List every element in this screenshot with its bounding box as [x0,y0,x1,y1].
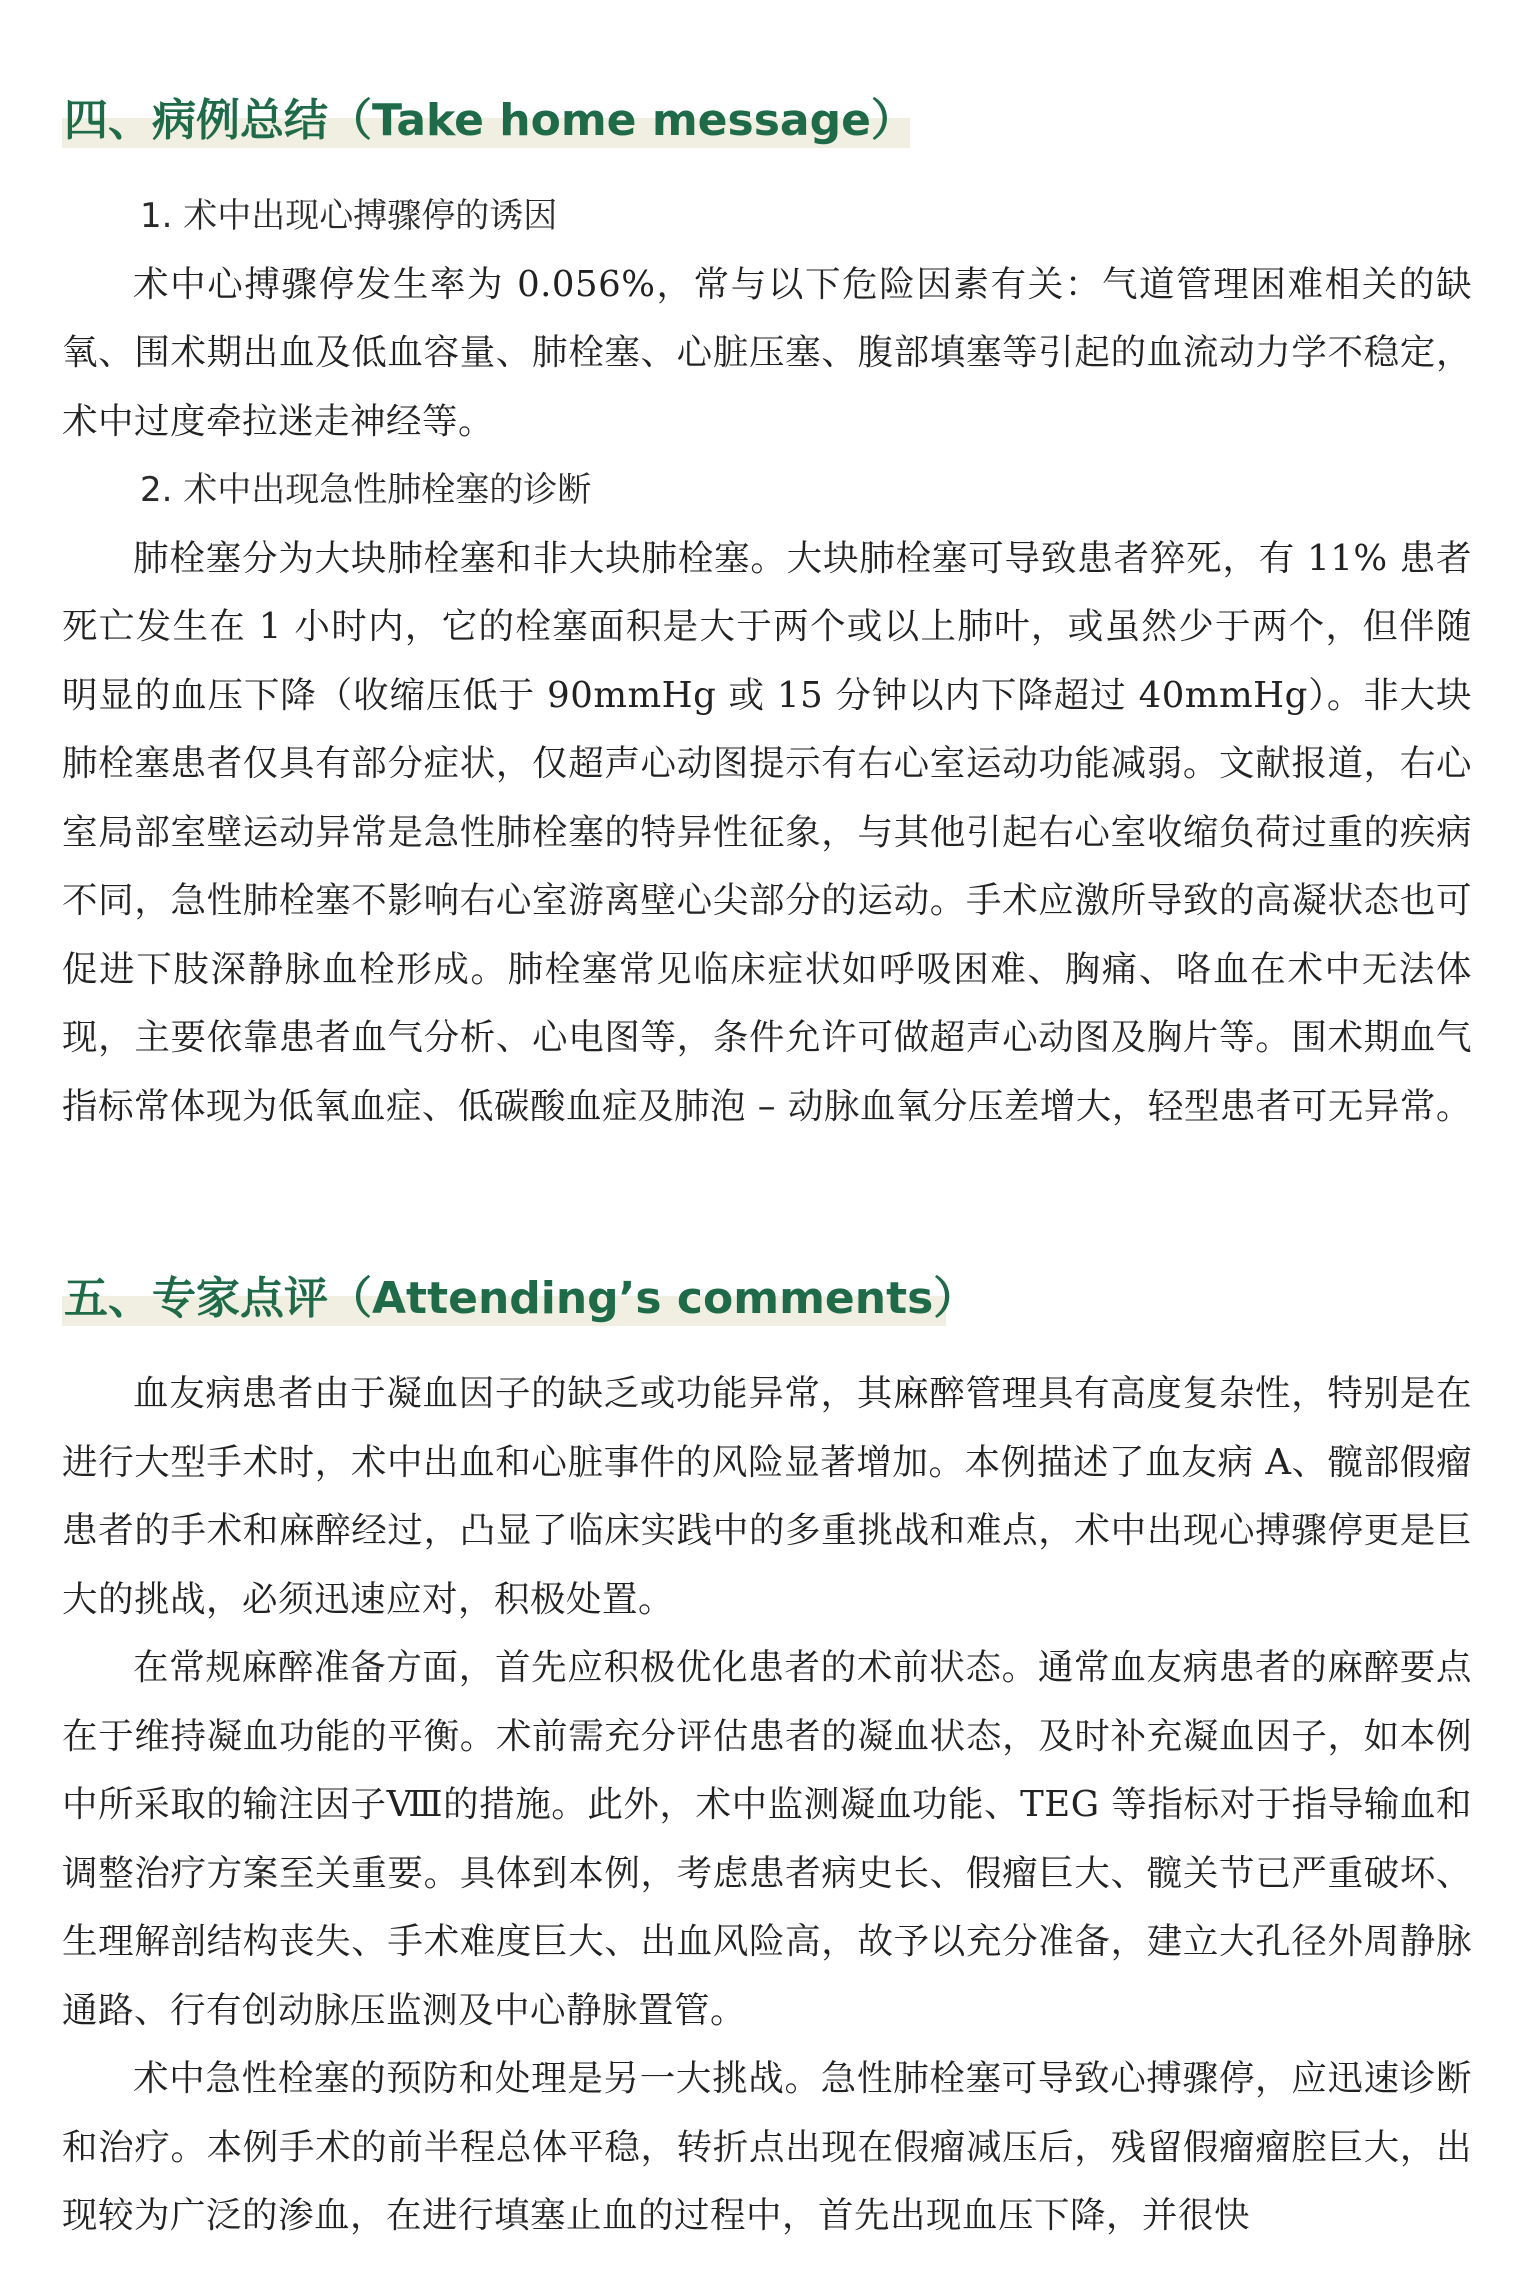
section-5-paragraph-3: 术中急性栓塞的预防和处理是另一大挑战。急性肺栓塞可导致心搏骤停，应迅速诊断和治疗。本例手术的前半程总体平稳，转折点出现在假瘤减压后，残留假瘤瘤腔巨大，出现较为广泛的渗血，在进行填塞止血的过程中，首先出现血压下降，并很快 [62,2058,1472,2236]
section-4-body [62,182,1472,1141]
section-4-heading [62,82,915,150]
item-2-paragraph: 肺栓塞分为大块肺栓塞和非大块肺栓塞。大块肺栓塞可导致患者猝死，有 11% 患者死亡发生在 1 小时内，它的栓塞面积是大于两个或以上肺叶，或虽然少于两个，但伴随明显的血压下降（收缩压低于 90mmHg 或 15 分钟以内下降超过 40mmHg）。非大块肺栓塞患者仅具有部分症状，仅超声心动图提示有右心室运动功能减弱。文献报道，右心室局部室壁运动异常是急性肺栓塞的特异性征象，与其他引起右心室收缩负荷过重的疾病不同，急性肺栓塞不影响右心室游离壁心尖部分的运动。手术应激所导致的高凝状态也可促进下肢深静脉血栓形成。肺栓塞常见临床症状如呼吸困难、胸痛、咯血在术中无法体现，主要依靠患者血气分析、心电图等，条件允许可做超声心动图及胸片等。围术期血气指标常体现为低氧血症、低碳酸血症及肺泡 – 动脉血氧分压差增大，轻型患者可无异常。 [62,537,1472,1127]
item-2-title: 2. 术中出现急性肺栓塞的诊断 [140,470,592,510]
section-4-heading-text: 四、病例总结（Take home message） [64,95,915,146]
item-1-paragraph: 术中心搏骤停发生率为 0.056%，常与以下危险因素有关：气道管理困难相关的缺氧、围术期出血及低血容量、肺栓塞、心脏压塞、腹部填塞等引起的血流动力学不稳定，术中过度牵拉迷走神经等。 [62,263,1472,442]
item-1-title: 1. 术中出现心搏骤停的诱因 [140,196,558,236]
section-5-paragraph-1: 血友病患者由于凝血因子的缺乏或功能异常，其麻醉管理具有高度复杂性，特别是在进行大型手术时，术中出血和心脏事件的风险显著增加。本例描述了血友病 A、髋部假瘤患者的手术和麻醉经过，凸显了临床实践中的多重挑战和难点，术中出现心搏骤停更是巨大的挑战，必须迅速应对，积极处置。 [62,1373,1472,1620]
section-5-paragraph-2: 在常规麻醉准备方面，首先应积极优化患者的术前状态。通常血友病患者的麻醉要点在于维持凝血功能的平衡。术前需充分评估患者的凝血状态，及时补充凝血因子，如本例中所采取的输注因子Ⅷ的措施。此外，术中监测凝血功能、TEG 等指标对于指导输血和调整治疗方案至关重要。具体到本例，考虑患者病史长、假瘤巨大、髋关节已严重破坏、生理解剖结构丧失、手术难度巨大、出血风险高，故予以充分准备，建立大孔径外周静脉通路、行有创动脉压监测及中心静脉置管。 [62,1647,1472,2031]
section-5-heading-text: 五、专家点评（Attending’s comments） [64,1273,978,1324]
section-5-body [62,1360,1472,2251]
section-5-heading [62,1260,978,1328]
